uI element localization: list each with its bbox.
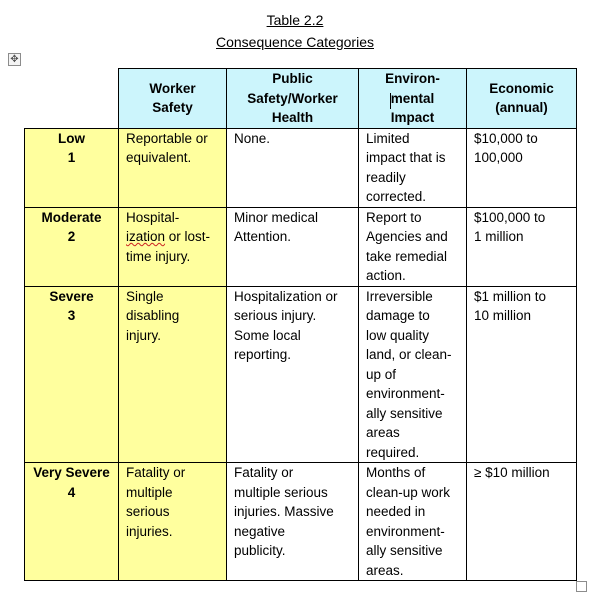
- environmental-cell: [359, 286, 467, 463]
- severity-cell: [25, 207, 119, 286]
- severity-number: 4: [67, 484, 76, 500]
- cell-text: Agencies and: [366, 229, 448, 244]
- header-text: Health: [271, 110, 314, 125]
- cell-text: serious injury.: [234, 308, 317, 323]
- cell-text: 100,000: [474, 150, 523, 165]
- header-worker-safety: [119, 69, 227, 129]
- severity-number: 2: [67, 229, 76, 244]
- spellcheck-word[interactable]: ization: [126, 229, 166, 244]
- header-text: Public: [272, 71, 313, 86]
- cell-text: Minor medical: [234, 209, 319, 225]
- cell-text: Fatality or: [126, 465, 186, 480]
- cell-text: or lost-: [165, 229, 211, 244]
- table-row: [25, 463, 577, 581]
- cell-text: injuries. Massive: [234, 504, 334, 519]
- severity-level: Low: [58, 130, 85, 146]
- cell-text: required.: [366, 444, 420, 460]
- cell-text: readily: [366, 169, 406, 185]
- table-row: [25, 286, 577, 463]
- severity-cell: [25, 463, 119, 581]
- cell-text: Irreversible: [366, 288, 433, 304]
- economic-cell: [467, 128, 577, 207]
- cell-text: Months of: [366, 465, 426, 480]
- header-environmental-impact: [359, 69, 467, 129]
- table-row: [25, 128, 577, 207]
- header-text: Economic: [489, 80, 554, 96]
- cell-text: areas: [366, 425, 400, 440]
- table-row: [25, 207, 577, 286]
- header-text: mental: [390, 90, 435, 106]
- cell-text: Fatality or: [234, 465, 294, 480]
- header-public-safety: [227, 69, 359, 129]
- worker-safety-cell: [119, 463, 227, 581]
- header-text: Impact: [390, 110, 435, 125]
- table-caption-title: Consequence Categories: [216, 34, 374, 50]
- severity-cell: [25, 128, 119, 207]
- cell-text: clean-up work: [366, 484, 451, 500]
- cell-text: Hospital-: [126, 209, 180, 225]
- public-safety-cell: [227, 128, 359, 207]
- text-cursor: [390, 93, 391, 109]
- cell-text: ≥ $10 million: [474, 465, 550, 480]
- cell-text: environment-: [366, 386, 445, 401]
- cell-text: ally sensitive: [366, 543, 443, 558]
- cell-text: areas.: [366, 562, 404, 578]
- worker-safety-cell: [119, 207, 227, 286]
- header-text: Environ-: [385, 71, 440, 86]
- severity-number: 1: [67, 150, 76, 165]
- header-row: [25, 69, 577, 129]
- worker-safety-cell: [119, 128, 227, 207]
- cell-text: time injury.: [126, 248, 191, 264]
- cell-text: Attention.: [234, 229, 292, 244]
- economic-cell: [467, 207, 577, 286]
- severity-cell: [25, 286, 119, 463]
- cell-text: multiple: [126, 484, 173, 500]
- cell-text: take remedial: [366, 248, 448, 264]
- cell-text: corrected.: [366, 189, 427, 204]
- cell-text: negative: [234, 523, 286, 539]
- cell-text: ally sensitive: [366, 405, 443, 421]
- cell-text: reporting.: [234, 347, 292, 362]
- severity-level: Very Severe: [33, 465, 110, 480]
- cell-text: Reportable or: [126, 130, 208, 146]
- cell-text: environment-: [366, 523, 445, 539]
- cell-text: land, or clean-: [366, 347, 452, 362]
- header-economic: [467, 69, 577, 129]
- public-safety-cell: [227, 207, 359, 286]
- cell-text: Single: [126, 288, 164, 304]
- severity-level: Moderate: [41, 209, 102, 225]
- cell-text: disabling: [126, 308, 180, 323]
- cell-text: impact that is: [366, 150, 446, 165]
- environmental-cell: [359, 128, 467, 207]
- header-text: Safety/Worker: [247, 90, 338, 106]
- cell-text: 1 million: [474, 229, 524, 244]
- cell-text: damage to: [366, 308, 430, 323]
- corner-cell: [25, 69, 119, 129]
- cell-text-line: [126, 227, 220, 247]
- cell-text: action.: [366, 268, 406, 283]
- cell-text: None.: [234, 130, 271, 146]
- header-text: Worker: [149, 80, 196, 96]
- economic-cell: [467, 463, 577, 581]
- cell-text: serious: [126, 504, 170, 519]
- environmental-cell: [359, 207, 467, 286]
- severity-level: Severe: [49, 288, 94, 304]
- cell-text: multiple serious: [234, 484, 328, 500]
- cell-text: Limited: [366, 130, 410, 146]
- table-caption-number: Table 2.2: [266, 12, 324, 28]
- cell-text: Report to: [366, 209, 422, 225]
- cell-text: Hospitalization or: [234, 288, 338, 304]
- cell-text: injury.: [126, 327, 162, 343]
- environmental-cell: [359, 463, 467, 581]
- cell-text: Some local: [234, 327, 301, 343]
- cell-text: equivalent.: [126, 150, 192, 165]
- cell-text: $1 million to: [474, 288, 547, 304]
- economic-cell: [467, 286, 577, 463]
- header-text: Safety: [152, 100, 193, 116]
- cell-text: needed in: [366, 504, 426, 519]
- severity-number: 3: [67, 308, 76, 323]
- cell-text: publicity.: [234, 543, 286, 558]
- cell-text: 10 million: [474, 308, 532, 323]
- consequence-table: [24, 68, 577, 581]
- cell-text: low quality: [366, 327, 430, 343]
- public-safety-cell: [227, 463, 359, 581]
- public-safety-cell: [227, 286, 359, 463]
- table-resize-handle[interactable]: [576, 581, 587, 592]
- cell-text: $10,000 to: [474, 130, 538, 146]
- cell-text: injuries.: [126, 523, 173, 539]
- cell-text: up of: [366, 366, 397, 382]
- header-text: (annual): [495, 100, 548, 116]
- worker-safety-cell: [119, 286, 227, 463]
- table-move-handle-icon[interactable]: ✥: [8, 53, 21, 66]
- cell-text: $100,000 to: [474, 209, 546, 225]
